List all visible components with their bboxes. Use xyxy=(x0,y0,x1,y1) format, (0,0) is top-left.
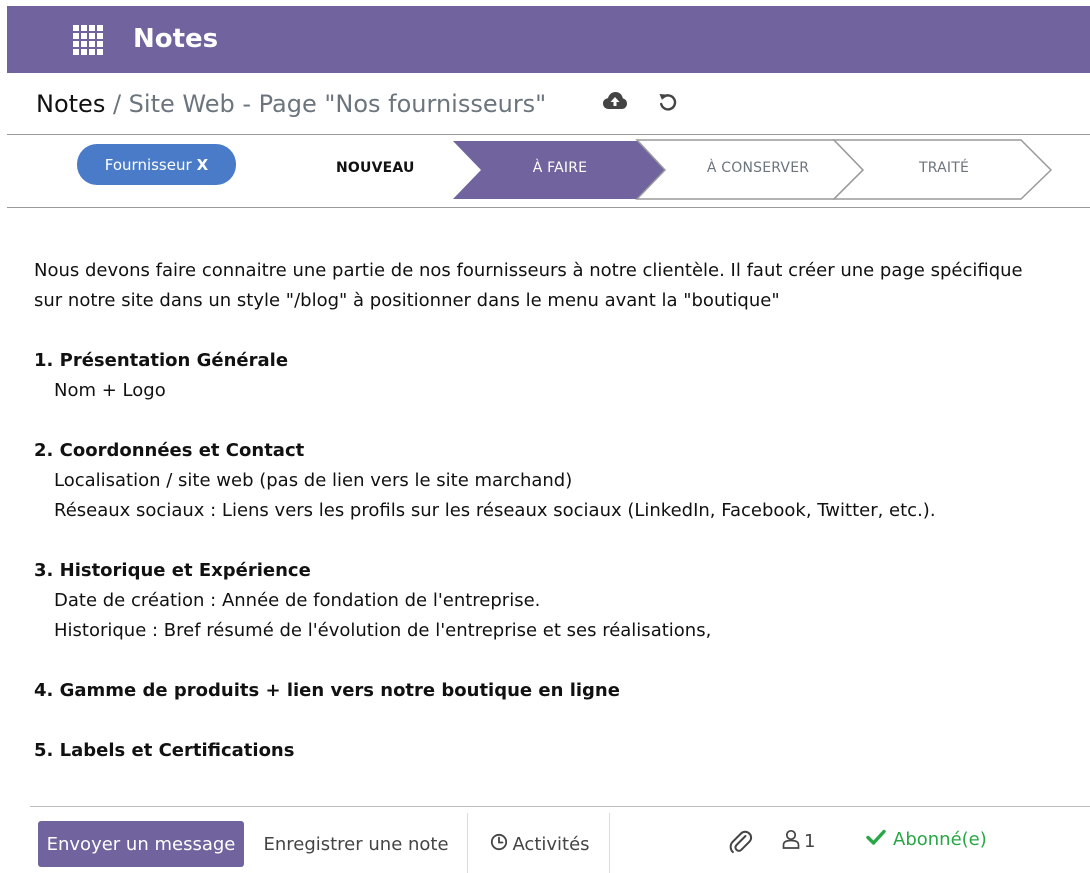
breadcrumb-current: Site Web - Page "Nos fournisseurs" xyxy=(128,90,547,118)
section-4-heading: 4. Gamme de produits + lien vers notre boutique en ligne xyxy=(34,680,620,701)
activities-label: Activités xyxy=(512,833,590,855)
breadcrumb-separator: / xyxy=(105,90,129,118)
tag-fournisseur[interactable] xyxy=(77,144,236,185)
stage-traite[interactable]: TRAITÉ xyxy=(918,160,969,176)
divider xyxy=(467,813,468,873)
section-1-line-1: Nom + Logo xyxy=(54,380,166,401)
intro-line-1: Nous devons faire connaitre une partie de nos fournisseurs à notre clientèle. Il faut créer une page spécifique xyxy=(34,260,1023,281)
clock-icon xyxy=(490,833,508,856)
tag-label: Fournisseur xyxy=(104,155,192,174)
status-row xyxy=(7,135,1090,208)
followers-count: 1 xyxy=(804,831,816,852)
app-title[interactable]: Notes xyxy=(133,24,219,54)
activities-button[interactable] xyxy=(480,821,600,867)
section-2-heading: 2. Coordonnées et Contact xyxy=(34,440,305,461)
note-body[interactable] xyxy=(34,256,1064,766)
divider xyxy=(609,813,610,873)
section-3-line-1: Date de création : Année de fondation de l'entreprise. xyxy=(54,590,541,611)
cloud-upload-icon[interactable] xyxy=(603,91,627,111)
stage-afaire[interactable]: À FAIRE xyxy=(532,160,588,176)
grid-apps-icon[interactable] xyxy=(73,25,103,55)
undo-icon[interactable] xyxy=(657,91,679,113)
followers-button[interactable] xyxy=(782,829,815,854)
section-1-heading: 1. Présentation Générale xyxy=(34,350,289,371)
top-navbar xyxy=(7,6,1090,73)
check-icon xyxy=(866,829,886,850)
subscribed-label: Abonné(e) xyxy=(893,829,987,850)
section-5-heading: 5. Labels et Certifications xyxy=(34,740,295,761)
section-3-line-2: Historique : Bref résumé de l'évolution de l'entreprise et ses réalisations, xyxy=(54,620,712,641)
stage-nouveau[interactable]: NOUVEAU xyxy=(336,160,415,176)
send-message-button[interactable]: Envoyer un message xyxy=(38,821,244,867)
breadcrumb xyxy=(36,89,546,119)
subscribed-button[interactable] xyxy=(866,829,987,850)
section-2-line-2: Réseaux sociaux : Liens vers les profils sur les réseaux sociaux (LinkedIn, Facebook, Twitter, etc.). xyxy=(54,500,936,521)
section-3-heading: 3. Historique et Expérience xyxy=(34,560,311,581)
intro-line-2: sur notre site dans un style "/blog" à positionner dans le menu avant la "boutique" xyxy=(34,290,780,311)
stage-conserver[interactable]: À CONSERVER xyxy=(706,160,810,176)
chatter-divider xyxy=(30,806,1090,807)
log-note-button[interactable]: Enregistrer une note xyxy=(263,833,449,855)
tag-remove-icon[interactable]: X xyxy=(196,155,209,174)
control-panel xyxy=(7,73,1090,135)
section-2-line-1: Localisation / site web (pas de lien vers le site marchand) xyxy=(54,470,573,491)
breadcrumb-root[interactable]: Notes xyxy=(36,90,106,118)
user-icon xyxy=(782,829,800,854)
paperclip-icon[interactable] xyxy=(729,829,753,855)
